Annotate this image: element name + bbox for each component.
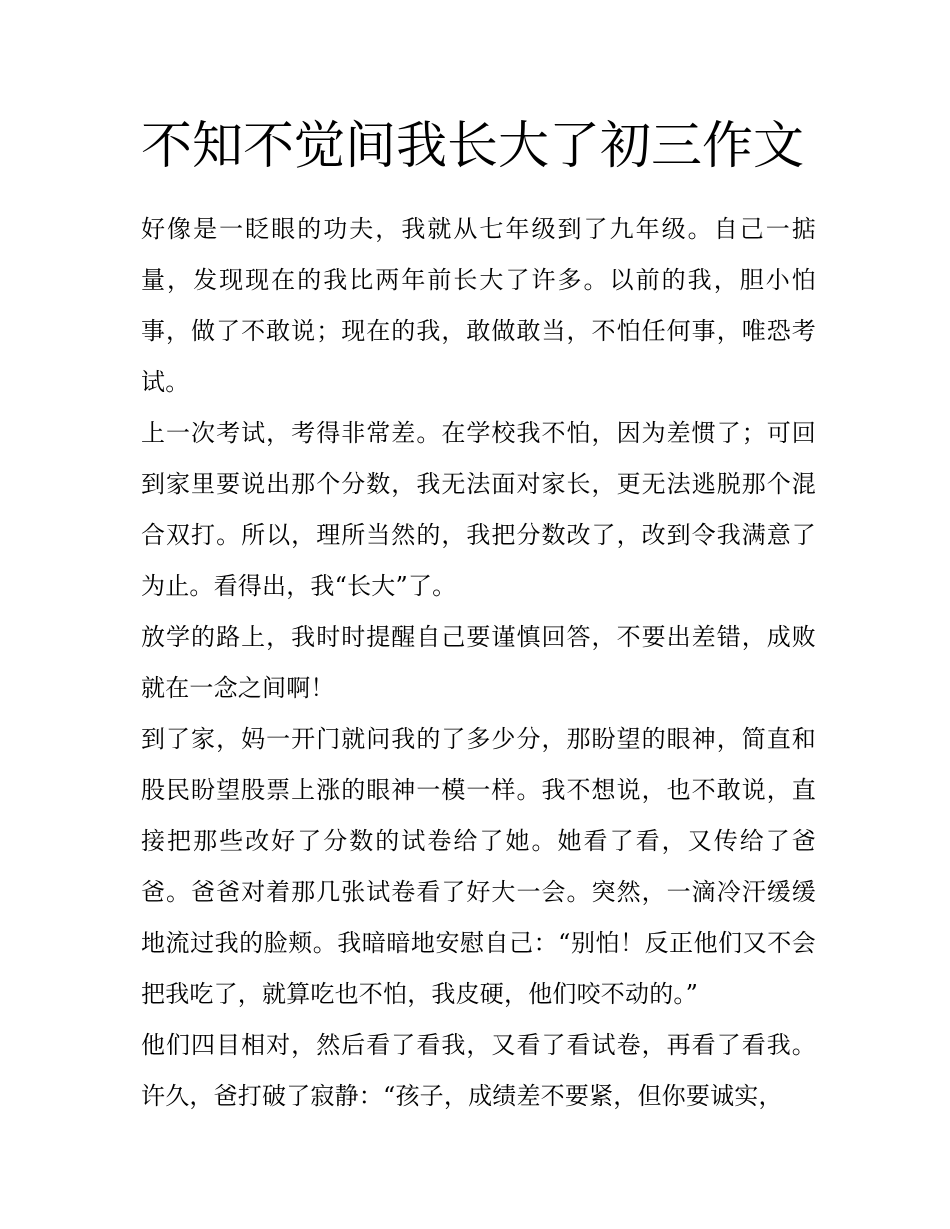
document-body bbox=[141, 204, 816, 1122]
paragraph-4: 到了家，妈一开门就问我的了多少分，那盼望的眼神，简直和股民盼望股票上涨的眼神一模一样。我不想说，也不敢说，直接把那些改好了分数的试卷给了她。她看了看，又传给了爸爸。爸爸对着那几张试卷看了好大一会。突然，一滴冷汗缓缓地流过我的脸颊。我暗暗地安慰自己：“别怕！反正他们又不会把我吃了，就算吃也不怕，我皮硬，他们咬不动的。” bbox=[141, 725, 816, 1008]
paragraph-5: 他们四目相对，然后看了看我，又看了看试卷，再看了看我。许久，爸打破了寂静：“孩子，成绩差不要紧，但你要诚实， bbox=[141, 1031, 816, 1110]
document-title: 不知不觉间我长大了初三作文 bbox=[141, 117, 805, 176]
document-content bbox=[141, 112, 816, 1122]
paragraph-1: 好像是一眨眼的功夫，我就从七年级到了九年级。自己一掂量，发现现在的我比两年前长大了许多。以前的我，胆小怕事，做了不敢说；现在的我，敢做敢当，不怕任何事，唯恐考试。 bbox=[141, 215, 816, 396]
paragraph-2: 上一次考试，考得非常差。在学校我不怕，因为差惯了；可回到家里要说出那个分数，我无法面对家长，更无法逃脱那个混合双打。所以，理所当然的，我把分数改了，改到令我满意了为止。看得出，我“长大”了。 bbox=[141, 419, 816, 600]
paragraph-3: 放学的路上，我时时提醒自己要谨慎回答，不要出差错，成败就在一念之间啊！ bbox=[141, 623, 816, 702]
